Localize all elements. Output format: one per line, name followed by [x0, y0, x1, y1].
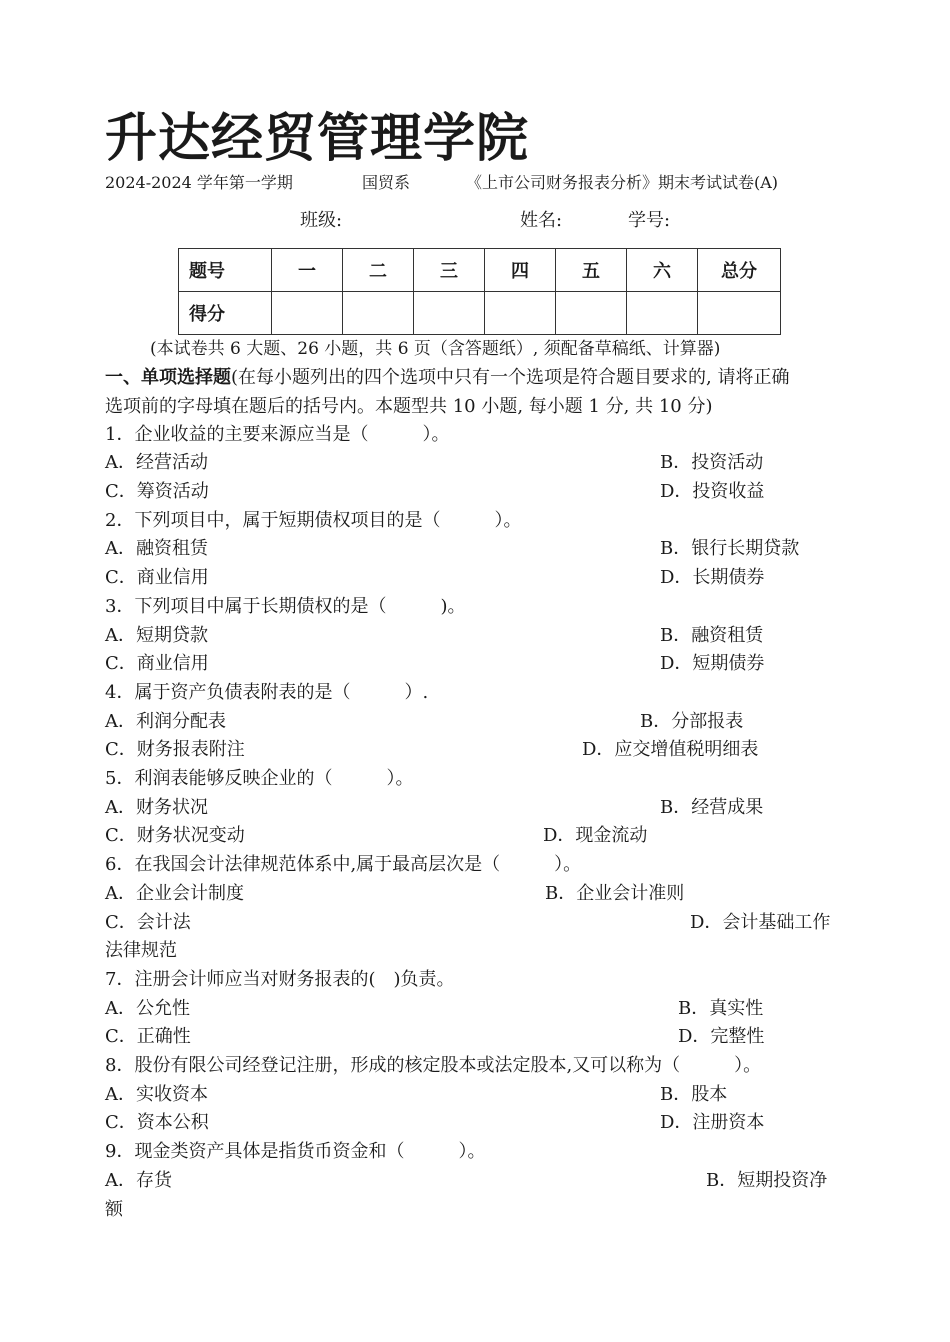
school-title: 升达经贸管理学院: [105, 109, 530, 169]
question-stem: 4．属于资产负债表附表的是（ ）.: [105, 682, 429, 703]
option-c: C．资本公积: [105, 1112, 209, 1133]
section-one-instructions: (在每小题列出的四个选项中只有一个选项是符合题目要求的, 请将正确: [231, 367, 790, 388]
score-table-header-row: [179, 249, 781, 292]
department-text: 国贸系: [362, 173, 411, 192]
option-b: B．分部报表: [640, 711, 744, 732]
option-c: C．商业信用: [105, 653, 209, 674]
option-b: B．股本: [660, 1084, 728, 1105]
student-id-label: 学号:: [628, 210, 671, 231]
score-cell: [627, 292, 698, 335]
option-d: D．应交增值税明细表: [582, 739, 759, 760]
score-header-cell: 题号: [179, 249, 272, 292]
score-header-cell: 总分: [698, 249, 781, 292]
score-header-cell: 三: [414, 249, 485, 292]
option-d-continued: 法律规范: [105, 940, 177, 961]
option-b: B．真实性: [678, 998, 764, 1019]
option-a: A．短期贷款: [105, 625, 208, 646]
score-row-label: 得分: [179, 292, 272, 335]
option-d: D．投资收益: [660, 481, 765, 502]
option-a: A．实收资本: [105, 1084, 208, 1105]
option-a: A．财务状况: [105, 797, 208, 818]
option-a: A．公允性: [105, 998, 190, 1019]
option-b-continued: 额: [105, 1199, 123, 1220]
score-header-cell: 一: [272, 249, 343, 292]
option-b: B．企业会计准则: [545, 883, 685, 904]
section-one-instructions-cont: 选项前的字母填在题后的括号内。本题型共 10 小题, 每小题 1 分, 共 10 分): [105, 396, 713, 417]
score-cell: [485, 292, 556, 335]
class-label: 班级:: [300, 210, 343, 231]
question-stem: 2．下列项目中，属于短期债权项目的是（ ）。: [105, 510, 522, 531]
score-cell: [556, 292, 627, 335]
question-stem: 1．企业收益的主要来源应当是（ ）。: [105, 424, 450, 445]
score-header-cell: 四: [485, 249, 556, 292]
score-cell: [414, 292, 485, 335]
option-c: C．会计法: [105, 912, 191, 933]
option-d: D．短期债券: [660, 653, 765, 674]
option-c: C．商业信用: [105, 567, 209, 588]
score-header-cell: 六: [627, 249, 698, 292]
option-a: A．利润分配表: [105, 711, 226, 732]
term-text: 2024-2024 学年第一学期: [105, 173, 293, 192]
score-table-score-row: [179, 292, 781, 335]
score-header-cell: 二: [343, 249, 414, 292]
question-stem: 8．股份有限公司经登记注册，形成的核定股本或法定股本,又可以称为（ ）。: [105, 1055, 762, 1076]
option-c: C．财务状况变动: [105, 825, 245, 846]
question-stem: 7．注册会计师应当对财务报表的( )负责。: [105, 969, 455, 990]
option-d: D．完整性: [678, 1026, 765, 1047]
option-d: D．长期债券: [660, 567, 765, 588]
question-stem: 3．下列项目中属于长期债权的是（ )。: [105, 596, 466, 617]
option-c: C．正确性: [105, 1026, 191, 1047]
option-c: C．筹资活动: [105, 481, 209, 502]
option-a: A．经营活动: [105, 452, 208, 473]
question-stem: 5．利润表能够反映企业的（ ）。: [105, 768, 414, 789]
option-b: B．银行长期贷款: [660, 538, 800, 559]
option-a: A．融资租赁: [105, 538, 208, 559]
option-a: A．企业会计制度: [105, 883, 244, 904]
course-text: 《上市公司财务报表分析》期末考试试卷(A): [466, 173, 779, 192]
option-b: B．经营成果: [660, 797, 764, 818]
question-stem: 6．在我国会计法律规范体系中,属于最高层次是（ ）。: [105, 854, 582, 875]
section-one-heading: 一、单项选择题: [105, 367, 231, 388]
option-d: D．会计基础工作: [690, 912, 831, 933]
score-cell: [343, 292, 414, 335]
score-header-cell: 五: [556, 249, 627, 292]
score-table: [178, 248, 781, 335]
option-d: D．现金流动: [543, 825, 648, 846]
option-b: B．融资租赁: [660, 625, 764, 646]
option-b: B．投资活动: [660, 452, 764, 473]
option-d: D．注册资本: [660, 1112, 765, 1133]
option-b: B．短期投资净: [706, 1170, 828, 1191]
section-one-header: [105, 367, 789, 389]
question-stem: 9．现金类资产具体是指货币资金和（ ）。: [105, 1141, 486, 1162]
name-label: 姓名:: [520, 210, 563, 231]
score-cell: [272, 292, 343, 335]
exam-note: (本试卷共 6 大题、26 小题，共 6 页（含答题纸）, 须配备草稿纸、计算器): [150, 339, 721, 359]
score-cell: [698, 292, 781, 335]
option-c: C．财务报表附注: [105, 739, 245, 760]
option-a: A．存货: [105, 1170, 172, 1191]
